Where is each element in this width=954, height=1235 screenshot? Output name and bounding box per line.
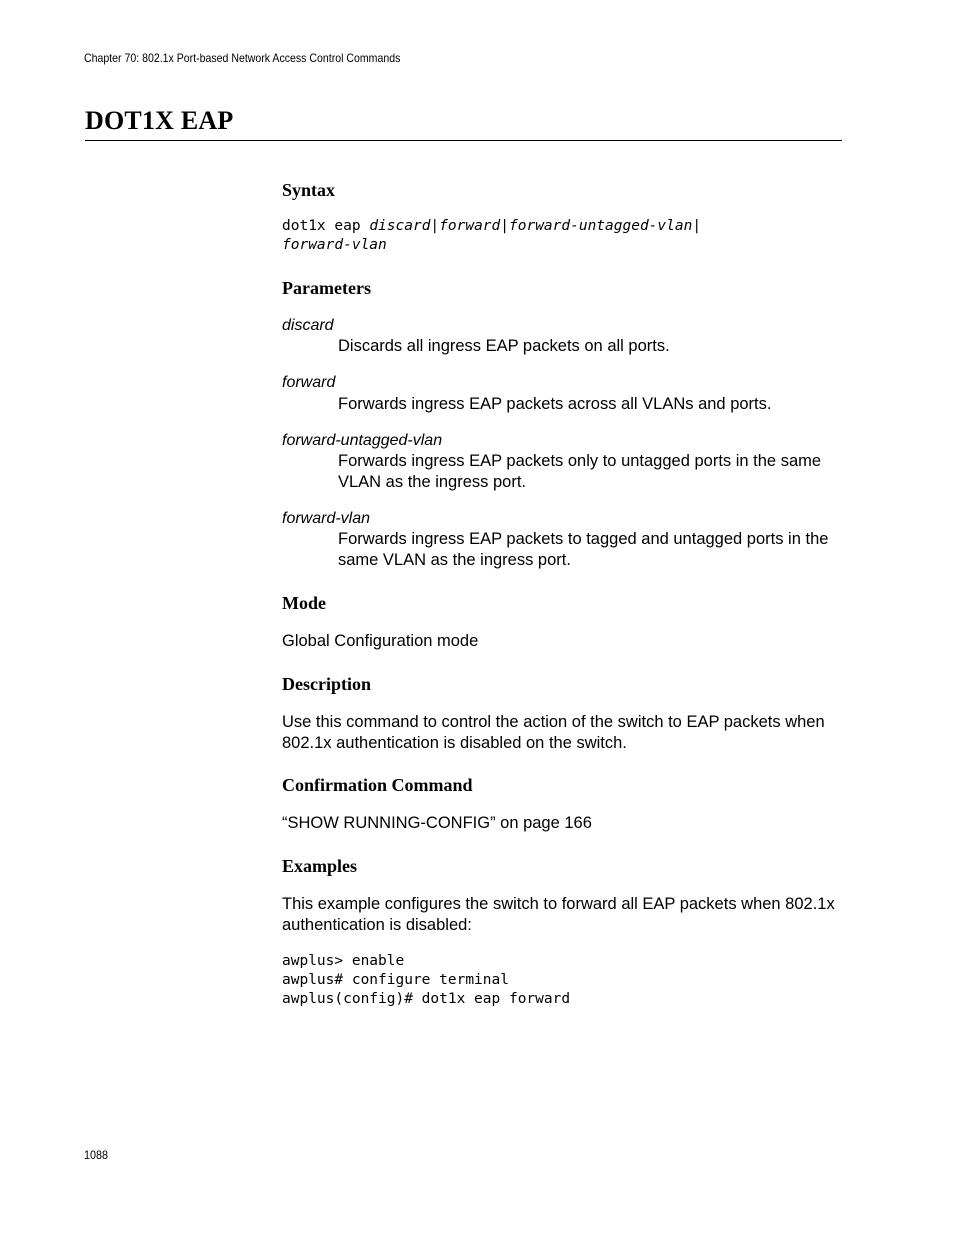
syntax-separator: |	[430, 218, 440, 234]
code-line: awplus# configure terminal	[282, 972, 509, 988]
param-description: Forwards ingress EAP packets across all VLANs and ports.	[338, 395, 772, 413]
page-title: DOT1X EAP	[85, 106, 234, 135]
syntax-option-forward-untagged-vlan: forward-untagged-vlan	[509, 218, 693, 234]
title-divider	[85, 140, 842, 141]
syntax-command	[282, 217, 701, 255]
syntax-option-forward-vlan: forward-vlan	[282, 237, 387, 253]
syntax-option-discard: discard	[369, 218, 431, 234]
mode-text: Global Configuration mode	[282, 632, 479, 650]
examples-text: This example configures the switch to forward all EAP packets when 802.1x authentication is disabled:	[282, 895, 835, 934]
syntax-keyword: dot1x eap	[282, 218, 370, 234]
examples-heading: Examples	[282, 856, 358, 876]
syntax-separator: |	[500, 218, 509, 234]
code-line: awplus> enable	[282, 953, 405, 969]
confirmation-heading: Confirmation Command	[282, 775, 473, 795]
param-description: Discards all ingress EAP packets on all ports.	[338, 337, 670, 355]
description-heading: Description	[282, 674, 371, 694]
param-description: Forwards ingress EAP packets to tagged and untagged ports in the same VLAN as the ingress port.	[338, 530, 829, 569]
param-term: forward-untagged-vlan	[282, 432, 443, 449]
param-description: Forwards ingress EAP packets only to untagged ports in the same VLAN as the ingress port.	[338, 452, 822, 491]
param-term: forward	[282, 374, 336, 391]
description-text: Use this command to control the action of the switch to EAP packets when 802.1x authentication is disabled on the switch.	[282, 713, 825, 752]
confirmation-link[interactable]: “SHOW RUNNING-CONFIG” on page 166	[282, 814, 592, 832]
syntax-option-forward: forward	[439, 218, 501, 234]
syntax-heading: Syntax	[282, 180, 336, 200]
code-block	[282, 952, 570, 1009]
code-line: awplus(config)# dot1x eap forward	[282, 991, 571, 1007]
param-term: forward-vlan	[282, 510, 371, 527]
page-number: 1088	[84, 1148, 109, 1162]
param-term: discard	[282, 317, 334, 334]
mode-heading: Mode	[282, 593, 326, 613]
syntax-separator: |	[692, 218, 702, 234]
parameters-heading: Parameters	[282, 278, 371, 298]
chapter-header: Chapter 70: 802.1x Port-based Network Access Control Commands	[84, 51, 401, 65]
